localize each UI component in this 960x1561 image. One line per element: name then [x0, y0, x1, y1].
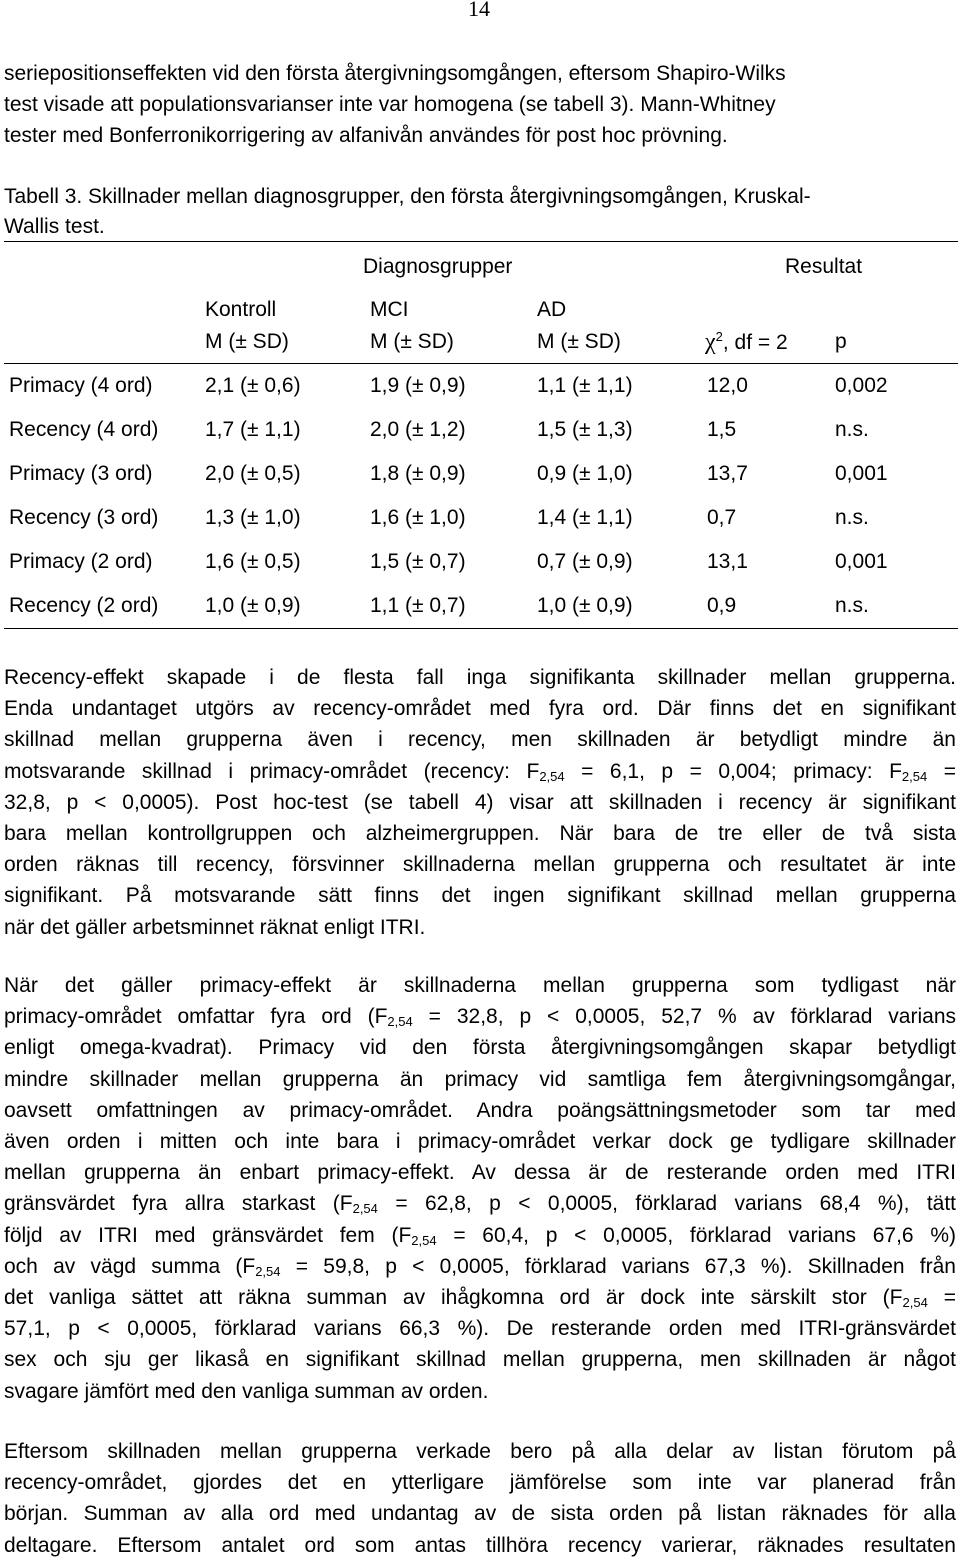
- table-caption: [4, 182, 956, 242]
- cell-kontroll: 2,1 (± 0,6): [205, 374, 301, 397]
- chi-df: , df = 2: [722, 331, 788, 354]
- table-top-rule: [4, 241, 958, 242]
- text-line: signifikant. På motsvarande sätt finns det ingen signifikant skillnad mellan grupperna: [4, 884, 956, 908]
- row-label: Primacy (3 ord): [9, 462, 153, 485]
- text-line: mindre skillnader mellan grupperna än primacy vid samtliga fem återgivningsomgångar,: [4, 1067, 956, 1091]
- text-line: deltagare. Eftersom antalet ord som antas tillhöra recency varierar, räknades resultaten: [4, 1533, 956, 1557]
- col-header-ad: AD: [537, 298, 567, 321]
- text-segment: = 6,1, p = 0,004; primacy: F: [564, 759, 902, 783]
- text-line: 57,1, p < 0,0005, förklarad varians 66,3 %). De resterande orden med ITRI-gränsvärdet: [4, 1317, 956, 1341]
- intro-line: test visade att populationsvarianser inte var homogena (se tabell 3). Mann-Whitney: [4, 93, 776, 117]
- text-line: svagare jämfört med den vanliga summan av orden.: [4, 1379, 489, 1403]
- cell-p: 0,001: [835, 550, 888, 573]
- text-line: När det gäller primacy-effekt är skillnaderna mellan grupperna som tydligast när: [4, 974, 956, 997]
- text-segment: = 59,8, p < 0,0005, förklarad varians 67,3 %). Skillnaden från: [280, 1254, 956, 1278]
- cell-chi: 0,7: [707, 506, 737, 529]
- cell-ad: 1,5 (± 1,3): [537, 418, 633, 441]
- text-segment: = 32,8, p < 0,0005, 52,7 % av förklarad varians: [412, 1005, 956, 1029]
- caption-line: Tabell 3. Skillnader mellan diagnosgrupper, den första återgivningsomgången, Kruskal-: [4, 185, 811, 208]
- cell-mci: 1,1 (± 0,7): [370, 594, 466, 617]
- text-line: 32,8, p < 0,0005). Post hoc-test (se tabell 4) visar att skillnaden i recency är signifikant: [4, 790, 956, 814]
- text-segment: gränsvärdet fyra allra starkast (F: [4, 1192, 353, 1216]
- subscript: 2,54: [352, 1201, 378, 1217]
- cell-mci: 1,6 (± 1,0): [370, 506, 466, 529]
- cell-kontroll: 2,0 (± 0,5): [205, 462, 301, 485]
- subscript: 2,54: [255, 1263, 281, 1279]
- chi-symbol: χ: [705, 329, 716, 355]
- intro-paragraph: [4, 58, 956, 152]
- subscript: 2,54: [411, 1232, 437, 1248]
- text-line: Enda undantaget utgörs av recency-området med fyra ord. Där finns det en signifikant: [4, 697, 956, 721]
- text-line: [4, 1282, 956, 1313]
- text-line: [4, 1001, 956, 1032]
- col-header-p: p: [835, 330, 847, 353]
- cell-ad: 1,4 (± 1,1): [537, 506, 633, 529]
- cell-p: n.s.: [835, 506, 869, 529]
- text-line: Eftersom skillnaden mellan grupperna verkade bero på alla delar av listan förutom på: [4, 1440, 956, 1463]
- cell-chi: 1,5: [707, 418, 737, 441]
- text-segment: = 62,8, p < 0,0005, förklarad varians 68,4 %), tätt: [377, 1192, 956, 1216]
- cell-ad: 0,9 (± 1,0): [537, 462, 633, 485]
- cell-ad: 1,0 (± 0,9): [537, 594, 633, 617]
- subscript: 2,54: [902, 1295, 928, 1311]
- text-line: Recency-effekt skapade i de flesta fall inga signifikanta skillnader mellan grupperna.: [4, 666, 956, 689]
- text-line: början. Summan av alla ord med undantag av de sista orden på listan räknades för alla: [4, 1502, 956, 1526]
- cell-ad: 0,7 (± 0,9): [537, 550, 633, 573]
- cell-mci: 2,0 (± 1,2): [370, 418, 466, 441]
- col-header-kontroll: Kontroll: [205, 298, 277, 321]
- intro-line: tester med Bonferronikorrigering av alfanivån användes för post hoc prövning.: [4, 124, 728, 148]
- text-line: skillnad mellan grupperna även i recency, men skillnaden är betydligt mindre än: [4, 728, 956, 752]
- text-line: sex och sju ger likaså en signifikant skillnad mellan grupperna, men skillnaden är något: [4, 1348, 956, 1372]
- cell-p: n.s.: [835, 594, 869, 617]
- text-segment: det vanliga sättet att räkna summan av ihågkomna ord är dock inte särskilt stor (F: [4, 1286, 903, 1310]
- cell-p: 0,001: [835, 462, 888, 485]
- text-line: [4, 1220, 956, 1251]
- text-line: [4, 756, 956, 787]
- text-line: orden räknas till recency, försvinner skillnaderna mellan grupperna och resultatet är inte: [4, 853, 956, 877]
- cell-kontroll: 1,3 (± 1,0): [205, 506, 301, 529]
- text-segment: följd av ITRI med gränsvärdet fem (F: [4, 1223, 412, 1247]
- text-segment: motsvarande skillnad i primacy-området (recency: F: [4, 759, 540, 783]
- caption-line: Wallis test.: [4, 215, 105, 238]
- body-paragraph: [4, 662, 956, 943]
- chi-header: [705, 330, 788, 355]
- result-header: Resultat: [785, 255, 863, 278]
- msd-header: M (± SD): [370, 330, 454, 353]
- text-line: även orden i mitten och inte bara i primacy-området verkar dock ge tydligare skillnader: [4, 1130, 956, 1154]
- body-paragraph: [4, 970, 956, 1407]
- subscript: 2,54: [539, 768, 565, 784]
- row-label: Recency (2 ord): [9, 594, 159, 617]
- chi-superscript: 2: [715, 329, 723, 344]
- cell-ad: 1,1 (± 1,1): [537, 374, 633, 397]
- msd-header: M (± SD): [537, 330, 621, 353]
- cell-mci: 1,9 (± 0,9): [370, 374, 466, 397]
- cell-kontroll: 1,7 (± 1,1): [205, 418, 301, 441]
- col-header-mci: MCI: [370, 298, 409, 321]
- intro-line: seriepositionseffekten vid den första återgivningsomgången, eftersom Shapiro-Wilks: [4, 62, 786, 85]
- text-line: oavsett omfattningen av primacy-området. Andra poängsättningsmetoder som tar med: [4, 1098, 956, 1122]
- cell-chi: 13,7: [707, 462, 748, 485]
- text-line: enligt omega-kvadrat). Primacy vid den första återgivningsomgången skapar betydligt: [4, 1036, 956, 1060]
- text-line: recency-området, gjordes det en ytterligare jämförelse som inte var planerad från: [4, 1471, 956, 1495]
- text-segment: = 60,4, p < 0,0005, förklarad varians 67,6 %): [436, 1223, 956, 1247]
- group-header: Diagnosgrupper: [363, 255, 513, 278]
- page-number: 14: [468, 0, 490, 21]
- text-segment: =: [927, 759, 956, 783]
- cell-p: 0,002: [835, 374, 888, 397]
- text-segment: =: [927, 1286, 956, 1310]
- cell-mci: 1,8 (± 0,9): [370, 462, 466, 485]
- cell-chi: 13,1: [707, 550, 748, 573]
- cell-kontroll: 1,6 (± 0,5): [205, 550, 301, 573]
- text-line: [4, 1251, 956, 1282]
- cell-kontroll: 1,0 (± 0,9): [205, 594, 301, 617]
- cell-mci: 1,5 (± 0,7): [370, 550, 466, 573]
- cell-chi: 0,9: [707, 594, 737, 617]
- row-label: Recency (3 ord): [9, 506, 159, 529]
- table-bottom-rule: [4, 628, 958, 629]
- text-line: när det gäller arbetsminnet räknat enligt ITRI.: [4, 915, 426, 939]
- text-segment: och av vägd summa (F: [4, 1254, 256, 1278]
- table-header-rule: [4, 363, 958, 364]
- cell-chi: 12,0: [707, 374, 748, 397]
- row-label: Primacy (2 ord): [9, 550, 153, 573]
- row-label: Primacy (4 ord): [9, 374, 153, 397]
- text-segment: primacy-området omfattar fyra ord (F: [4, 1005, 388, 1029]
- row-label: Recency (4 ord): [9, 418, 159, 441]
- text-line: [4, 1188, 956, 1219]
- body-paragraph: [4, 1436, 956, 1561]
- text-line: mellan grupperna än enbart primacy-effekt. Av dessa är de resterande orden med ITRI: [4, 1161, 956, 1185]
- text-line: bara mellan kontrollgruppen och alzheimergruppen. När bara de tre eller de två sista: [4, 822, 956, 846]
- cell-p: n.s.: [835, 418, 869, 441]
- msd-header: M (± SD): [205, 330, 289, 353]
- subscript: 2,54: [387, 1014, 413, 1030]
- subscript: 2,54: [901, 768, 928, 784]
